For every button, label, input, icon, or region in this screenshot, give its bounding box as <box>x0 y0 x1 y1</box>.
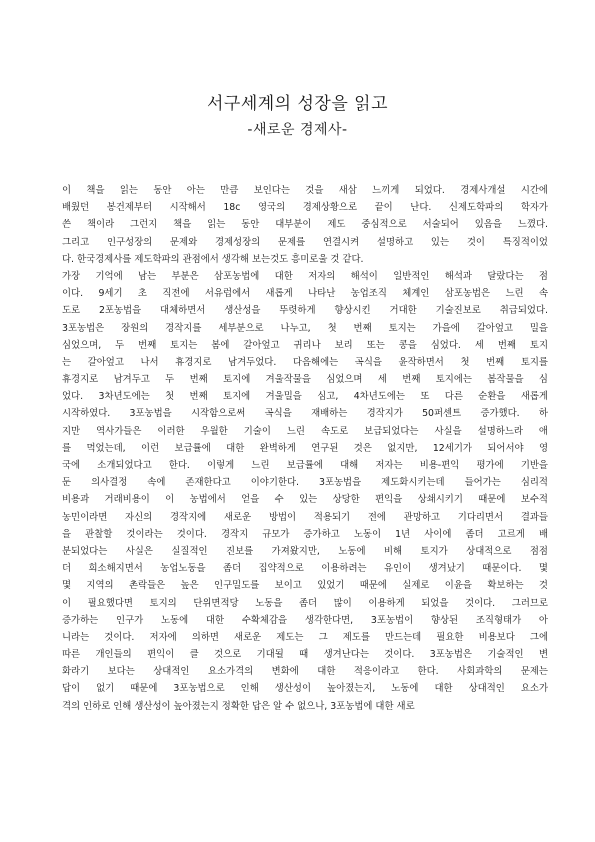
body-text-line: 도로 2포농법을 대체하면서 생산성을 뚜렷하게 향상시킨 거대한 기술진보로 취급되었다. <box>62 305 548 317</box>
document-subtitle: -새로운 경제사- <box>247 122 348 138</box>
body-text-line: 을 관찰할 것이라는 것이다. 경작지 규모가 증가하고 노동이 1년 사이에 좀더 고르게 배 <box>62 528 548 540</box>
body-text-line: 가장 기억에 남는 부분은 삼포농법에 대한 저자의 해석이 일반적인 해석과 달랐다는 점 <box>62 270 548 282</box>
body-text-line: 증가하는 인구가 노동에 대한 수확체감을 생각한다면, 3포농법이 향상된 조직형태가 아 <box>62 614 548 626</box>
body-text-line: 그리고 인구성장의 문제와 경제성장의 문제를 연결시켜 설명하고 있는 것이 특징적이었 <box>62 236 548 248</box>
body-text-line: 분되었다는 사실은 실질적인 진보를 가져왔지만, 노동에 비해 토지가 상대적으로 점점 <box>62 545 548 557</box>
document-body <box>62 182 548 715</box>
body-text-line: 답이 없기 때문에 3포농법으로 인해 생산성이 높아졌는지, 노동에 대한 상대적인 요소가 <box>62 683 548 695</box>
body-text-line: 농민이라면 자신의 경작지에 새로운 방법이 적용되기 전에 관망하고 기다리면서 결과들 <box>62 511 548 523</box>
body-text-line: 쓴 책이라 그런지 책을 읽는 동안 대부분이 제도 중심적으로 서술되어 있음을 느꼈다. <box>62 219 548 231</box>
body-text-line: 다. 한국경제사를 제도학파의 관점에서 생각해 보는것도 흥미로울 것 같다. <box>62 253 364 265</box>
body-text-line: 이 필요했다면 토지의 단위면적당 노동을 좀더 많이 이용하게 되었을 것이다. 그러므로 <box>62 597 548 609</box>
document-title: 서구세계의 성장을 읽고 <box>206 94 389 114</box>
body-text-line: 시작하였다. 3포농법을 시작함으로써 곡식을 재배하는 경작지가 50퍼센트 증가했다. 하 <box>62 408 548 420</box>
body-text-line: 었다. 3차년도에는 첫 번째 토지에 겨울밀을 심고, 4차년도에는 또 다른 순환을 새롭게 <box>62 391 548 403</box>
body-text-line: 화라기 보다는 상대적인 요소가격의 변화에 대한 적응이라고 한다. 사회과학의 문제는 <box>62 666 548 678</box>
body-text-line: 휴경지로 남겨두고 두 번째 토지에 겨울작물을 심었으며 세 번째 토지에는 봄작물을 심 <box>62 374 548 386</box>
body-text-line: 배웠던 봉건제부터 시작해서 18c 영국의 경제상황으로 끝이 난다. 신제도학파의 학자가 <box>62 202 548 214</box>
body-text-line: 3포농법은 장원의 경작지를 세부분으로 나누고, 첫 번째 토지는 가을에 갈아엎고 밀을 <box>62 322 548 334</box>
body-text-line: 이다. 9세기 초 직전에 서유럽에서 새롭게 나타난 농업조직 체계인 삼포농법은 느린 속 <box>62 288 548 300</box>
body-text-line: 는 갈아엎고 나서 휴경지로 남겨두었다. 다음해에는 곡식을 윤작하면서 첫 번째 토지를 <box>62 356 548 368</box>
body-text-line: 비용과 거래비용이 이 농법에서 얻을 수 있는 상당한 편익을 상쇄시키기 때문에 보수적 <box>62 494 548 506</box>
body-text-line: 심었으며, 두 번째 토지는 봄에 갈아엎고 귀리나 보리 또는 콩을 심었다. 세 번째 토지 <box>62 339 548 351</box>
body-text-line: 따른 개인들의 편익이 클 것으로 기대될 때 생겨난다는 것이다. 3포농법은 기술적인 변 <box>62 649 548 661</box>
body-text-line: 를 먹었는데, 이런 보급률에 대한 완벽하게 연구된 것은 없지만, 12세기가 되어서야 영 <box>62 442 548 454</box>
body-text-line: 국에 소개되었다고 한다. 이렇게 느린 보급률에 대해 저자는 비용-편익 평가에 기반을 <box>62 460 548 471</box>
body-text-line: 몇 지역의 촌락들은 높은 인구밀도를 보이고 있었기 때문에 실제로 이윤을 확보하는 것 <box>62 580 548 592</box>
body-text-line: 이 책을 읽는 동안 아는 만큼 보인다는 것을 새삼 느끼게 되었다. 경제사개설 시간에 <box>62 185 548 196</box>
body-text-line: 니라는 것이다. 저자에 의하면 새로운 제도는 그 제도를 만드는데 필요한 비용보다 그에 <box>62 631 548 643</box>
body-text-line: 격의 인하로 인해 생산성이 높아졌는지 정확한 답은 알 수 없으나, 3포농법에 대한 새로 <box>62 700 415 712</box>
body-text-line: 더 희소해지면서 농업노동을 좀더 집약적으로 이용하려는 유인이 생겨났기 때문이다. 몇 <box>62 563 548 575</box>
body-text-line: 둔 의사결정 속에 존재한다고 이야기한다. 3포농법을 제도화시키는데 들어가는 심리적 <box>62 477 548 489</box>
body-text-line: 지만 역사가들은 이러한 우월한 기술이 느린 속도로 보급되었다는 사실을 설명하느라 애 <box>62 425 548 437</box>
